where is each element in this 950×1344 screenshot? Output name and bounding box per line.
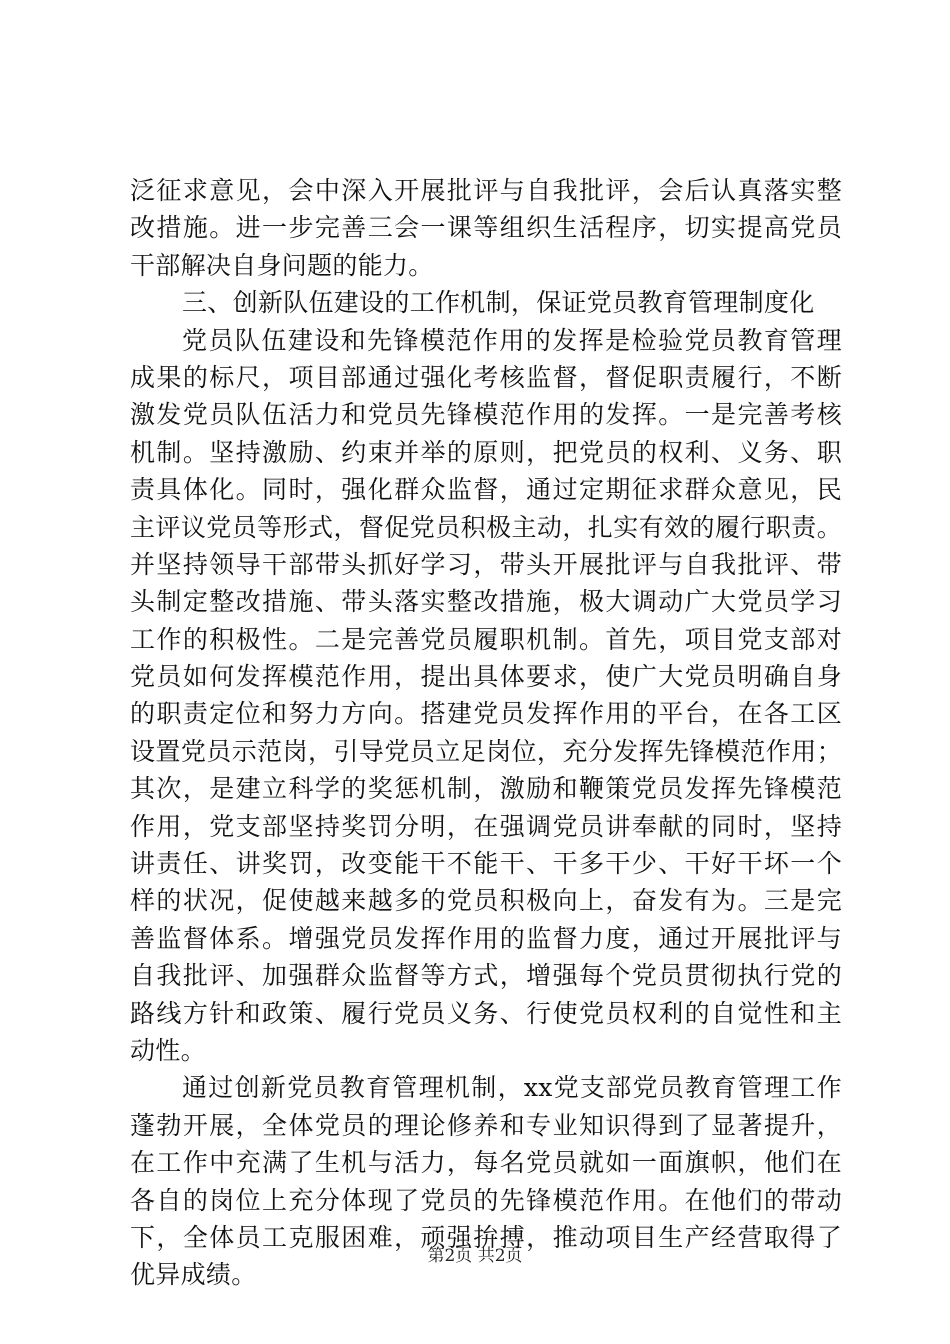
text-line: 并坚持领导干部带头抓好学习，带头开展批评与自我批评、带 [130,549,842,579]
text-line: 样的状况，促使越来越多的党员积极向上，奋发有为。三是完 [130,886,842,916]
text-line: 激发党员队伍活力和党员先锋模范作用的发挥。一是完善考核 [130,400,842,430]
text-line: 通过创新党员教育管理机制，xx党支部党员教育管理工作 [182,1073,842,1103]
text-line: 成果的标尺，项目部通过强化考核监督，督促职责履行，不断 [130,362,842,392]
text-line: 泛征求意见，会中深入开展批评与自我批评，会后认真落实整 [130,176,842,205]
text-line: 善监督体系。增强党员发挥作用的监督力度，通过开展批评与 [130,923,842,953]
document-body [130,172,842,1294]
text-line: 机制。坚持激励、约束并举的原则，把党员的权利、义务、职 [130,437,842,467]
text-line: 的职责定位和努力方向。搭建党员发挥作用的平台，在各工区 [130,699,842,729]
text-line: 设置党员示范岗，引导党员立足岗位，充分发挥先锋模范作用； [130,736,842,766]
text-line: 蓬勃开展，全体党员的理论修养和专业知识得到了显著提升， [130,1110,842,1140]
text-line: 其次，是建立科学的奖惩机制，激励和鞭策党员发挥先锋模范 [130,774,842,804]
text-line: 各自的岗位上充分体现了党员的先锋模范作用。在他们的带动 [130,1185,842,1215]
text-line: 责具体化。同时，强化群众监督，通过定期征求群众意见，民 [130,475,842,505]
text-line: 改措施。进一步完善三会一课等组织生活程序，切实提高党员 [130,213,842,243]
text-line: 干部解决自身问题的能力。 [130,250,434,280]
text-line: 作用，党支部坚持奖罚分明，在强调党员讲奉献的同时，坚持 [130,811,842,841]
text-line: 路线方针和政策、履行党员义务、行使党员权利的自觉性和主 [130,998,842,1028]
text-line: 动性。 [130,1035,206,1065]
section-heading: 三、创新队伍建设的工作机制，保证党员教育管理制度化 [182,288,815,318]
text-line: 主评议党员等形式，督促党员积极主动，扎实有效的履行职责。 [130,512,842,542]
text-line: 自我批评、加强群众监督等方式，增强每个党员贯彻执行党的 [130,961,842,991]
text-line: 优异成绩。 [130,1260,257,1290]
text-line: 头制定整改措施、带头落实整改措施，极大调动广大党员学习 [130,587,842,617]
page-number: 第2页 共2页 [427,1246,523,1266]
text-line: 工作的积极性。二是完善党员履职机制。首先，项目党支部对 [130,624,842,654]
text-line: 在工作中充满了生机与活力，每名党员就如一面旗帜，他们在 [130,1148,842,1178]
text-line: 党员如何发挥模范作用，提出具体要求，使广大党员明确自身 [130,662,842,692]
text-line: 讲责任、讲奖罚，改变能干不能干、干多干少、干好干坏一个 [130,849,842,879]
text-line: 下，全体员工克服困难，顽强拚搏，推动项目生产经营取得了 [130,1222,842,1252]
text-line: 党员队伍建设和先锋模范作用的发挥是检验党员教育管理 [182,325,842,355]
